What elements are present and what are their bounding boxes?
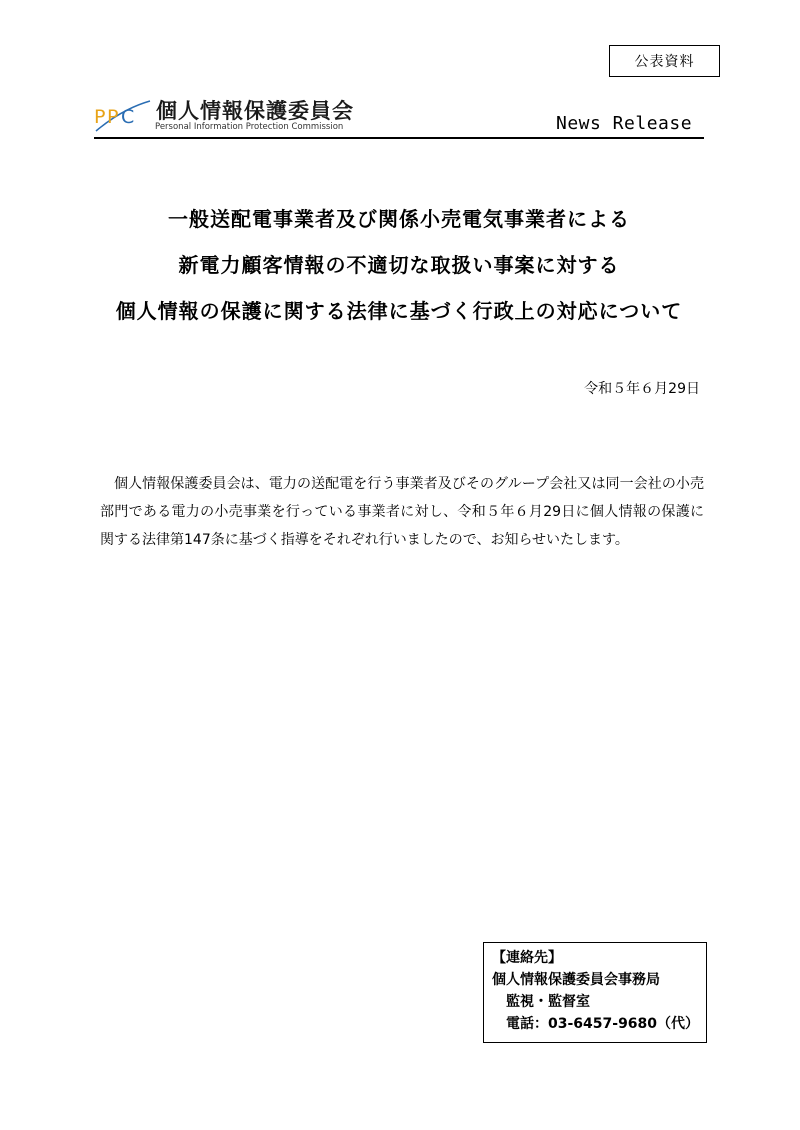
svg-text:C: C bbox=[121, 106, 135, 128]
contact-office: 個人情報保護委員会事務局 bbox=[492, 972, 660, 988]
contact-division: 監視・監督室 bbox=[506, 994, 590, 1010]
body-paragraph: 個人情報保護委員会は、電力の送配電を行う事業者及びそのグループ会社又は同一会社の小売部門である電力の小売事業を行っている事業者に対し、令和５年６月29日に個人情報の保護に関する法律第147条に基づく指導をそれぞれ行いましたので、お知らせいたします。 bbox=[100, 476, 704, 548]
contact-heading: 【連絡先】 bbox=[492, 950, 562, 966]
contact-phone: 電話：03-6457-9680（代） bbox=[506, 1016, 700, 1032]
document-title bbox=[94, 196, 704, 334]
news-release-label: News Release bbox=[556, 113, 693, 134]
ppc-logo bbox=[94, 95, 364, 137]
public-document-badge bbox=[609, 45, 720, 77]
svg-text:P: P bbox=[94, 106, 106, 128]
ppc-logo-mark bbox=[94, 97, 152, 133]
title-line: 個人情報の保護に関する法律に基づく行政上の対応について bbox=[115, 299, 683, 323]
publication-date: 令和５年６月29日 bbox=[584, 381, 700, 397]
org-name-jp: 個人情報保護委員会 bbox=[156, 99, 354, 123]
public-document-label: 公表資料 bbox=[634, 54, 695, 70]
title-line: 新電力顧客情報の不適切な取扱い事案に対する bbox=[178, 253, 620, 277]
title-line: 一般送配電事業者及び関係小売電気事業者による bbox=[168, 207, 630, 231]
org-name-en: Personal Information Protection Commission bbox=[155, 122, 344, 132]
svg-text:P: P bbox=[107, 106, 119, 128]
contact-box bbox=[483, 942, 707, 1043]
header-divider bbox=[94, 137, 704, 139]
